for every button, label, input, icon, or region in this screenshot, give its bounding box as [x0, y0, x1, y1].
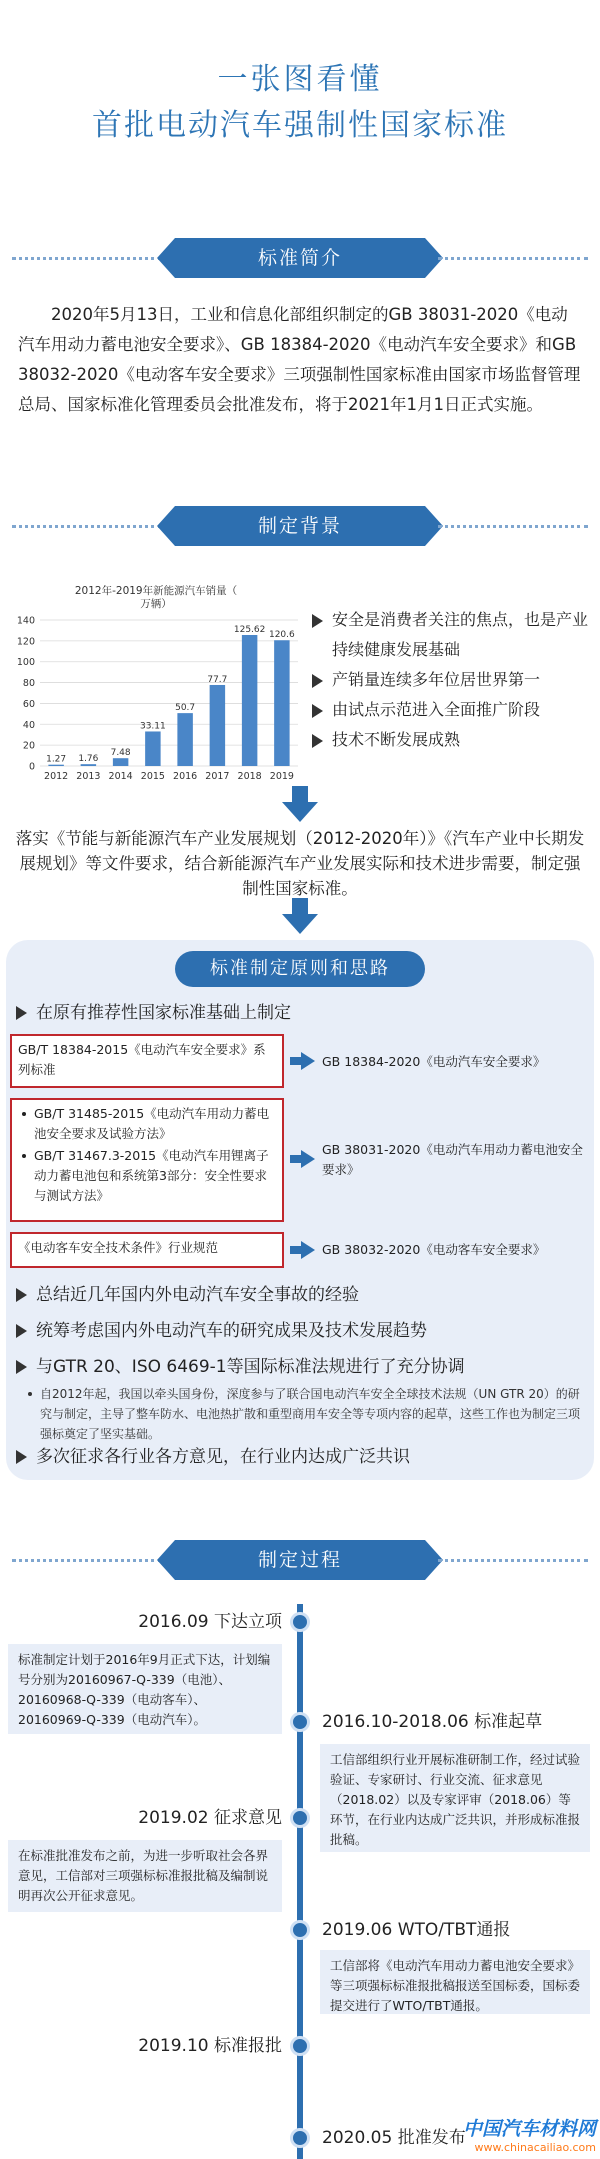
bar — [81, 764, 96, 766]
timeline-description: 在标准批准发布之前，为进一步听取社会各界意见，工信部对三项强标标准报批稿及编制说明再次公开征求意见。 — [8, 1840, 282, 1912]
timeline-date: 2019.06 WTO/TBT通报 — [322, 1920, 511, 1940]
section-title-principles: 标准制定原则和思路 — [175, 951, 425, 987]
source-standard-box: 《电动客车安全技术条件》行业规范 — [10, 1232, 284, 1268]
x-tick-label: 2019 — [269, 771, 294, 782]
chart-y-axis — [17, 616, 35, 773]
chart-grid — [40, 620, 298, 766]
source-standard-box: GB/T 18384-2015《电动汽车安全要求》系列标准 — [10, 1034, 284, 1088]
y-tick-label: 80 — [22, 678, 35, 690]
principle-1: 在原有推荐性国家标准基础上制定 — [14, 1000, 590, 1026]
y-tick-label: 120 — [16, 636, 35, 648]
right-arrow-icon — [290, 1241, 316, 1259]
dotted-divider — [12, 257, 162, 260]
section-title-background: 制定背景 — [175, 506, 425, 546]
timeline-date: 2019.02 征求意见 — [138, 1808, 282, 1828]
bar — [242, 635, 257, 766]
triangle-bullet-icon — [16, 1288, 27, 1302]
chart-title: 2012年-2019年新能源汽车销量（万辆） — [74, 585, 238, 610]
sales-bar-chart — [6, 580, 306, 785]
timeline-node — [290, 1920, 310, 1940]
principle-4-detail: 自2012年起，我国以牵头国身份，深度参与了联合国电动汽车安全全球技术法规（UN GTR 20）的研究与制定，主导了整车防水、电池热扩散和重型商用车安全等专项内容的起草，这些工作也为制定三项强标奠定了坚实基础。 — [14, 1384, 584, 1444]
data-label: 7.48 — [110, 748, 131, 759]
timeline-node — [290, 1712, 310, 1732]
principle-2: 总结近几年国内外电动汽车安全事故的经验 — [14, 1282, 590, 1308]
timeline-date: 2019.10 标准报批 — [138, 2036, 282, 2056]
bar — [177, 713, 192, 766]
bullet-dot-icon — [22, 1154, 26, 1158]
chart-x-axis — [44, 771, 294, 782]
section-header-background — [0, 506, 600, 546]
y-tick-label: 40 — [22, 719, 35, 731]
triangle-bullet-icon — [312, 704, 323, 718]
triangle-bullet-icon — [16, 1324, 27, 1338]
y-tick-label: 20 — [22, 740, 35, 752]
watermark-url: www.chinacailiao.com — [474, 2141, 596, 2154]
timeline-description: 标准制定计划于2016年9月正式下达，计划编号分别为20160967-Q-339（电池）、20160968-Q-339（电动客车）、20160969-Q-339（电动汽车）。 — [8, 1644, 282, 1734]
x-tick-label: 2013 — [76, 771, 101, 782]
section-header-process — [0, 1540, 600, 1580]
x-tick-label: 2018 — [237, 771, 262, 782]
y-tick-label: 0 — [28, 761, 35, 773]
target-standard: GB 18384-2020《电动汽车安全要求》 — [322, 1054, 546, 1069]
y-tick-label: 60 — [22, 698, 35, 710]
bullet-item: 安全是消费者关注的焦点，也是产业持续健康发展基础 — [310, 605, 596, 665]
section-header-intro — [0, 238, 600, 278]
triangle-bullet-icon — [312, 734, 323, 748]
right-arrow-icon — [290, 1150, 316, 1168]
chart-bars — [48, 635, 289, 766]
data-label: 77.7 — [207, 674, 228, 685]
dotted-divider — [438, 1559, 588, 1562]
triangle-bullet-icon — [312, 614, 323, 628]
data-label: 125.62 — [233, 624, 266, 635]
target-standard: GB 38031-2020《电动汽车用动力蓄电池安全要求》 — [322, 1142, 583, 1177]
x-tick-label: 2016 — [173, 771, 198, 782]
bullet-item: 产销量连续多年位居世界第一 — [310, 665, 596, 695]
principle-3: 统筹考虑国内外电动汽车的研究成果及技术发展趋势 — [14, 1318, 590, 1344]
dotted-divider — [12, 1559, 162, 1562]
timeline-node — [290, 2128, 310, 2148]
timeline-node — [290, 1612, 310, 1632]
bar — [48, 765, 63, 766]
triangle-bullet-icon — [312, 674, 323, 688]
bar — [210, 685, 225, 766]
dotted-divider — [438, 257, 588, 260]
triangle-bullet-icon — [16, 1450, 27, 1464]
x-tick-label: 2012 — [44, 771, 69, 782]
down-arrow-icon — [282, 898, 318, 934]
title-line2: 首批电动汽车强制性国家标准 — [92, 108, 508, 143]
right-arrow-icon — [290, 1052, 316, 1070]
y-tick-label: 100 — [16, 657, 35, 669]
data-label: 1.27 — [46, 754, 67, 765]
triangle-bullet-icon — [16, 1006, 27, 1020]
chart-data-labels — [46, 625, 295, 765]
timeline-description: 工信部将《电动汽车用动力蓄电池安全要求》等三项强标标准报批稿报送至国标委，国标委提交进行了WTO/TBT通报。 — [320, 1950, 590, 2014]
bar — [145, 731, 160, 766]
watermark-name: 中国汽车材料网 — [462, 2118, 596, 2140]
page-title — [0, 60, 600, 148]
y-tick-label: 140 — [16, 615, 35, 627]
principle-5: 多次征求各行业各方意见，在行业内达成广泛共识 — [14, 1444, 590, 1470]
down-arrow-icon — [282, 786, 318, 822]
timeline-description: 工信部组织行业开展标准研制工作，经过试验验证、专家研讨、行业交流、征求意见（2018.02）以及专家评审（2018.06）等环节，在行业内达成广泛共识，并形成标准报批稿。 — [320, 1744, 590, 1852]
timeline-date: 2016.09 下达立项 — [138, 1612, 282, 1632]
x-tick-label: 2014 — [108, 771, 133, 782]
watermark-logo — [396, 2114, 596, 2154]
data-label: 33.11 — [139, 721, 166, 732]
dotted-divider — [12, 525, 162, 528]
timeline-axis — [297, 1604, 303, 2159]
x-tick-label: 2015 — [140, 771, 165, 782]
bullet-item: 由试点示范进入全面推广阶段 — [310, 695, 596, 725]
data-label: 1.76 — [78, 754, 99, 765]
timeline-date: 2016.10-2018.06 标准起草 — [322, 1712, 543, 1732]
implement-paragraph: 落实《节能与新能源汽车产业发展规划（2012-2020年）》《汽车产业中长期发展规划》等文件要求，结合新能源汽车产业发展实际和技术进步需要，制定强制性国家标准。 — [15, 829, 585, 898]
x-tick-label: 2017 — [205, 771, 230, 782]
data-label: 120.6 — [268, 630, 295, 641]
triangle-bullet-icon — [16, 1360, 27, 1374]
principle-4: 与GTR 20、ISO 6469-1等国际标准法规进行了充分协调 — [14, 1354, 590, 1380]
bar — [113, 758, 128, 766]
timeline-node — [290, 2036, 310, 2056]
section-title-process: 制定过程 — [175, 1540, 425, 1580]
bullet-dot-icon — [28, 1392, 32, 1396]
intro-paragraph: 2020年5月13日，工业和信息化部组织制定的GB 38031-2020《电动汽车用动力蓄电池安全要求》、GB 18384-2020《电动汽车安全要求》和GB 38032-2020《电动客车安全要求》三项强制性国家标准由国家市场监督管理总局、国家标准化管理委员会批准发布，将于2021年1月1日正式实施。 — [18, 305, 581, 414]
timeline-node — [290, 1808, 310, 1828]
dotted-divider — [438, 525, 588, 528]
section-title-intro: 标准简介 — [175, 238, 425, 278]
bullet-dot-icon — [22, 1112, 26, 1116]
background-bullet-list — [310, 605, 596, 755]
target-standard: GB 38032-2020《电动客车安全要求》 — [322, 1242, 546, 1257]
title-line1: 一张图看懂 — [217, 62, 383, 97]
bullet-item: 技术不断发展成熟 — [310, 725, 596, 755]
data-label: 50.7 — [175, 703, 196, 714]
timeline-date: 2020.05 批准发布 — [322, 2128, 466, 2148]
source-standard-box: GB/T 31485-2015《电动汽车用动力蓄电池安全要求及试验方法》 GB/T 31467.3-2015《电动汽车用锂离子动力蓄电池包和系统第3部分：安全性要求与测试方法》 — [10, 1098, 284, 1222]
bar — [274, 640, 289, 766]
